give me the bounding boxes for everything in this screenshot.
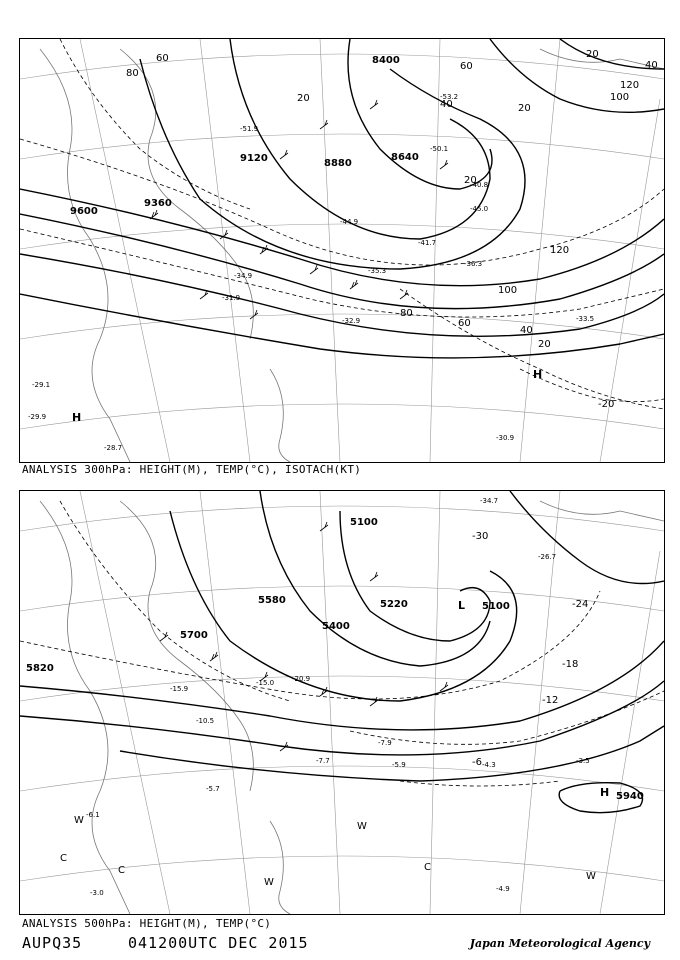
- temperature-label: -51.9: [240, 125, 259, 133]
- isotherm-label: -20: [598, 399, 615, 410]
- isotach-label: 20: [538, 339, 551, 350]
- map-300hpa: [20, 39, 664, 462]
- isotach-label: 40: [645, 60, 658, 71]
- height-label: 9600: [70, 206, 98, 217]
- temperature-label: -3.0: [90, 889, 104, 897]
- temperature-label: -29.1: [32, 381, 51, 389]
- temperature-label: -5.7: [206, 785, 220, 793]
- height-contours: [20, 491, 664, 813]
- cold-marker: C: [118, 865, 125, 876]
- temperature-label: -33.5: [576, 315, 595, 323]
- isotach-label: 20: [464, 175, 477, 186]
- height-label: 8640: [391, 152, 419, 163]
- temperature-label: -15.9: [170, 685, 189, 693]
- chart-500hpa: [19, 490, 665, 915]
- height-label: 5400: [322, 621, 350, 632]
- temperature-label: -20.9: [292, 675, 311, 683]
- chart-code: AUPQ35: [22, 934, 83, 952]
- coastline: [40, 49, 664, 462]
- temperature-label: -31.9: [222, 294, 241, 302]
- agency-name: Japan Meteorological Agency: [469, 937, 650, 950]
- isotach-label: 80: [126, 68, 139, 79]
- isotach-label: 60: [458, 318, 471, 329]
- warm-marker: W: [74, 815, 84, 826]
- temperature-label: -40.8: [470, 181, 489, 189]
- temperature-label: -3.5: [576, 757, 590, 765]
- warm-cold-markers: [60, 815, 596, 888]
- isotach-label: 20: [586, 49, 599, 60]
- temperature-label: -10.5: [196, 717, 215, 725]
- isotach-label: 40: [440, 99, 453, 110]
- high-pressure-marker: H: [72, 411, 82, 424]
- temperature-label: -30.9: [496, 434, 515, 442]
- height-label: 5580: [258, 595, 286, 606]
- temperature-label: -32.9: [342, 317, 361, 325]
- temperature-label: -4.9: [496, 885, 510, 893]
- temperature-label: -15.0: [256, 679, 275, 687]
- height-label: 5820: [26, 663, 54, 674]
- high-pressure-marker: H: [600, 786, 610, 799]
- caption-300hpa: ANALYSIS 300hPa: HEIGHT(M), TEMP(°C), ISOTACH(KT): [22, 463, 362, 476]
- isotach-label: 20: [518, 103, 531, 114]
- cold-marker: C: [424, 862, 431, 873]
- height-label: 5100: [350, 517, 378, 528]
- temperature-label: -7.7: [316, 757, 330, 765]
- height-label: 5220: [380, 599, 408, 610]
- temperature-label: -34.9: [234, 272, 253, 280]
- temperature-label: -44.9: [340, 218, 359, 226]
- temperature-labels: [86, 497, 590, 897]
- isotherm-label: -24: [572, 599, 589, 610]
- wind-barbs: [150, 100, 448, 319]
- graticule: [20, 491, 664, 914]
- chart-300hpa: [19, 38, 665, 463]
- isotach-label: 20: [297, 93, 310, 104]
- isotherm-label: -6: [472, 757, 482, 768]
- isotherm-label: -18: [562, 659, 579, 670]
- high-pressure-marker: H: [533, 368, 543, 381]
- temperature-label: -53.2: [440, 93, 459, 101]
- warm-marker: W: [264, 877, 274, 888]
- height-label: 5700: [180, 630, 208, 641]
- temperature-label: -36.3: [464, 260, 483, 268]
- isotach-label: 40: [520, 325, 533, 336]
- isotherm-label: -30: [472, 531, 489, 542]
- height-label: 9120: [240, 153, 268, 164]
- temperature-label: -45.0: [470, 205, 489, 213]
- temperature-label: -6.1: [86, 811, 100, 819]
- temperature-label: -4.3: [482, 761, 496, 769]
- height-label: 5100: [482, 601, 510, 612]
- chart-datetime: 041200UTC DEC 2015: [128, 934, 309, 952]
- low-pressure-marker: L: [458, 599, 466, 612]
- temperature-label: -35.3: [368, 267, 387, 275]
- isotach-label: 80: [400, 308, 413, 319]
- temperature-label: -7.9: [378, 739, 392, 747]
- height-label: 8400: [372, 55, 400, 66]
- height-label: 5940: [616, 791, 644, 802]
- isotach-label: 60: [460, 61, 473, 72]
- height-contours: [20, 39, 664, 358]
- temperature-label: -29.9: [28, 413, 47, 421]
- isotherm-label: -12: [542, 695, 559, 706]
- temperature-label: -26.7: [538, 553, 557, 561]
- height-label: 8880: [324, 158, 352, 169]
- temperature-label: -5.9: [392, 761, 406, 769]
- temperature-label: -41.7: [418, 239, 437, 247]
- temperature-label: -50.1: [430, 145, 449, 153]
- isotach-label: 60: [156, 53, 169, 64]
- temperature-label: -28.7: [104, 444, 123, 452]
- isotach-label: 120: [620, 80, 640, 91]
- temperature-label: -34.7: [480, 497, 499, 505]
- isotach-label: 100: [498, 285, 518, 296]
- coastline: [40, 501, 664, 914]
- height-label: 9360: [144, 198, 172, 209]
- isotach-label: 120: [550, 245, 570, 256]
- isotherm-labels: [472, 531, 588, 768]
- caption-500hpa: ANALYSIS 500hPa: HEIGHT(M), TEMP(°C): [22, 917, 272, 930]
- map-500hpa: [20, 491, 664, 914]
- warm-marker: W: [357, 821, 367, 832]
- cold-marker: C: [60, 853, 67, 864]
- pressure-centers: [72, 368, 542, 424]
- warm-marker: W: [586, 871, 596, 882]
- isotach-label: 100: [610, 92, 630, 103]
